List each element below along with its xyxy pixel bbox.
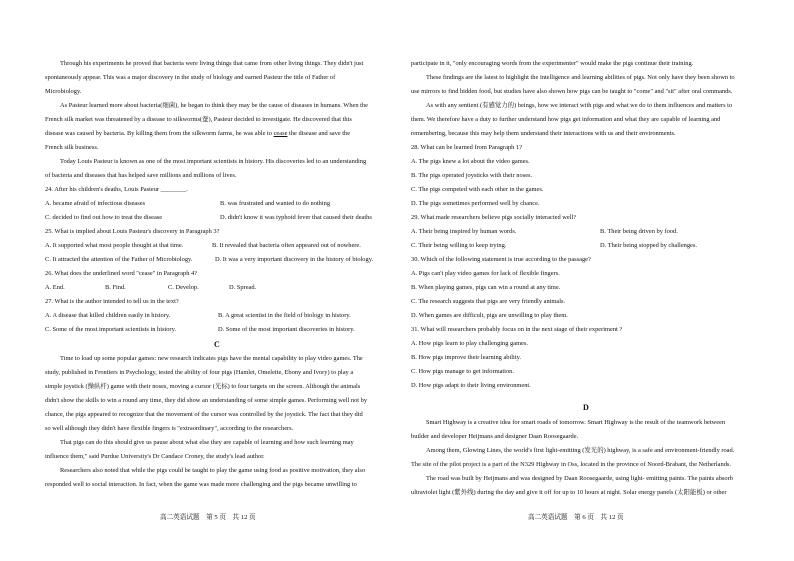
option: B. How pigs improve their learning ability. (411, 354, 521, 361)
text-line: responded well to social interaction. In fact, when the game was made more challenging and the pigs became unwilling to (45, 481, 357, 488)
option: D. Spread. (229, 284, 257, 291)
option: A. A disease that killed children easily in history. (45, 312, 171, 319)
option: A. Their being inspired by human words. (411, 228, 517, 235)
question-stem: 31. What will researchers probably focus on in the next stage of their experiment ? (411, 326, 623, 333)
option: C. How pigs manage to get information. (411, 368, 514, 375)
question-stem: 26. What does the underlined word "cease" in Paragraph 4? (45, 270, 198, 277)
option: C. It attracted the attention of the Father of Microbiology. (45, 256, 193, 263)
text-line: remembering, because this may help them understand their interactions with us and their environments. (411, 130, 676, 137)
text-line: chance, the pigs appeared to recognize that the movement of the cursor was controlled by the joystick. The fact that they did (45, 411, 363, 418)
underlined-word: cease (273, 130, 288, 137)
text-run: the disease and save the (287, 130, 351, 137)
option: D. The pigs sometimes performed well by chance. (411, 200, 540, 207)
text-line: participate in it, "only encouraging words from the experimenter" would make the pigs continue their training. (411, 60, 694, 67)
text-line: As Pasteur learned more about bacteria(细菌), he began to think they may be the cause of diseases in humans. When the (60, 102, 368, 109)
question-stem: 30. Which of the following statement is true according to the passage? (411, 256, 591, 263)
option: B. It revealed that bacteria often appeared out of nowhere. (212, 242, 361, 249)
option: B. The pigs operated joysticks with their noses. (411, 172, 533, 179)
option: A. It supported what most people thought at that time. (45, 242, 184, 249)
option: B. Their being driven by food. (600, 228, 678, 235)
option: D. It was a very important discovery in the history of biology. (215, 256, 374, 263)
text-line: Smart Highway is a creative idea for smart roads of tomorrow. Smart Highway is the result of the teamwork between (426, 419, 726, 426)
option: A. End. (45, 284, 65, 291)
text-line: Among them, Glowing Lines, the world's first light-emitting (发光的) highway, is a safe and environment-friendly road. (426, 447, 735, 454)
page-footer: 高二英语试题 第 6 页 共 12 页 (528, 514, 624, 521)
question-stem: 29. What made researchers believe pigs socially interacted well? (411, 214, 577, 221)
text-line: The site of the pilot project is a part of the N329 Highway in Oss, located in the province of Noord-Brabant, the Netherlands. (411, 461, 731, 468)
option: C. The pigs competed with each other in the games. (411, 186, 544, 193)
text-line: Today Louis Pasteur is known as one of the most important scientists in history. His discoveries led to an understanding (60, 158, 367, 165)
section-heading: D (583, 403, 589, 412)
option: B. A great scientist in the field of biology in history. (218, 312, 351, 319)
text-line: Microbiology. (45, 88, 82, 95)
option: D. Some of the most important discoveries in history. (218, 326, 355, 333)
option: B. When playing games, pigs can win a round at any time. (411, 284, 561, 291)
option: C. decided to find out how to treat the disease (45, 214, 163, 221)
option: A. How pigs learn to play challenging games. (411, 340, 528, 347)
question-stem: 25. What is implied about Louis Pasteur's discovery in Paragraph 3? (45, 228, 220, 235)
option: C. Some of the most important scientists in history. (45, 326, 176, 333)
text-line: them. We therefore have a duty to further understand how pigs get information and what they are capable of learning and (411, 116, 721, 123)
text-line: ultraviolet light (紫外线) during the day and give it off for up to 10 hours at night. Solar energy panels (太阳能板) or other (411, 489, 727, 496)
option: B. Find. (105, 284, 126, 291)
text-line: study, published in Frontiers in Psychology, tested the ability of four pigs (Hamlet, Omelette, Ebony and Ivory) to play a (45, 369, 354, 376)
option: D. didn't know it was typhoid fever that caused their deaths (220, 214, 372, 221)
text-line: That pigs can do this should give us pause about what else they are capable of learning and how such learning may (60, 439, 354, 446)
question-stem: 28. What can be learned from Paragraph 1? (411, 144, 522, 151)
text-line: didn't show the skills to win a round any time, they did show an understanding of some simple games. Performing well not by (45, 397, 368, 404)
section-heading: C (214, 340, 220, 349)
text-line: use mirrors to find hidden food, but studies have also shown how pigs can be taught to "come" and "sit" after oral commands. (411, 88, 733, 95)
option: A. became afraid of infectious diseases (45, 200, 146, 207)
text-line: These findings are the latest to highlight the intelligence and learning abilities of pigs. Not only have they been shown to (426, 74, 735, 81)
text-line: Time to load up some popular games: new research indicates pigs have the mental capability to play video games. The (60, 355, 363, 362)
text-line (45, 130, 350, 138)
text-line: of bacteria and diseases that has helped save millions and millions of lives. (45, 172, 237, 179)
option: D. How pigs adapt to their living environment. (411, 382, 531, 389)
option: D. Their being stopped by challenges. (600, 242, 697, 249)
text-line: so well although they didn't have flexible fingers is "extraordinary", according to the researchers. (45, 425, 294, 432)
exam-page-right (397, 0, 794, 561)
text-line: French silk business. (45, 144, 99, 151)
text-line: As with any sentient (有感觉力的) beings, how we interact with pigs and what we do to them influences and matters to (426, 102, 733, 109)
text-run: disease was caused by bacteria. By killing them from the silkworm farms, he was able to (45, 130, 274, 137)
text-line: spontaneously appear. This was a major discovery in the study of biology and earned Pasteur the title of Father of (45, 74, 336, 81)
text-line: The road was built by Heijmans and was designed by Daan Roosegaarde, using light- emitting paints. The paints absorb (426, 475, 733, 482)
question-stem: 27. What is the author intended to tell us in the text? (45, 298, 179, 305)
text-line: simple joystick (操纵杆) game with their noses, moving a cursor (光标) to four targets on the screen. Although the animals (45, 383, 361, 390)
text-line: French silk market was threatened by a disease to silkworms(蚕), Pasteur decided to investigate. He discovered that this (45, 116, 352, 123)
option: A. The pigs knew a lot about the video games. (411, 158, 530, 165)
option: B. was frustrated and wanted to do nothing (220, 200, 331, 207)
text-line: Researchers also noted that while the pigs could be taught to play the game using food as positive motivation, they also (60, 467, 366, 474)
question-stem: 24. After his children's deaths, Louis Pasteur ________. (45, 186, 188, 193)
text-line: builder and developer Heijmans and designer Daan Roosegaarde. (411, 433, 579, 440)
option: C. The research suggests that pigs are very friendly animals. (411, 298, 566, 305)
option: A. Pigs can't play video games for lack of flexible fingers. (411, 270, 560, 277)
page-footer: 高二英语试题 第 5 页 共 12 页 (160, 514, 256, 521)
option: C. Develop. (168, 284, 199, 291)
option: C. Their being willing to keep trying. (411, 242, 507, 249)
text-line: Through his experiments he proved that bacteria were living things that came from other living things. They didn't just (60, 60, 364, 67)
option: D. When games are difficult, pigs are unwilling to play them. (411, 312, 568, 319)
text-line: influence them," said Purdue University's Dr Candace Croney, the study's lead author. (45, 453, 265, 460)
